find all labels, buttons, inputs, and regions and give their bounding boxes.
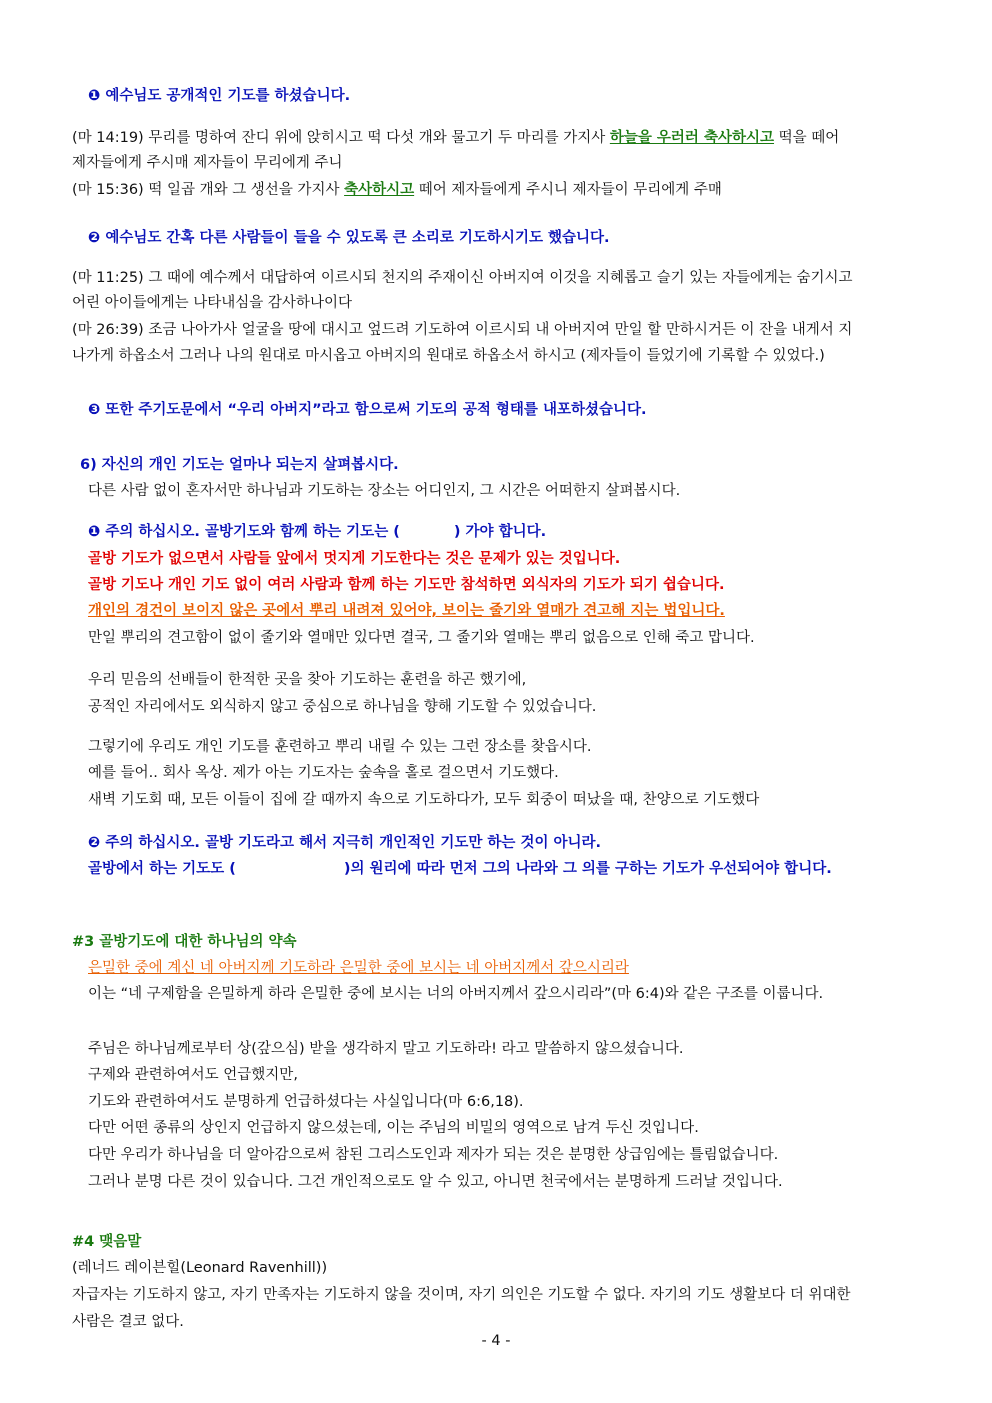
- heading-public-prayer: ❶ 예수님도 공개적인 기도를 하셨습니다.: [88, 88, 351, 104]
- promise-verse: 은밀한 중에 계신 네 아버지께 기도하라 은밀한 중에 보시는 네 아버지께서 갚으시리라: [88, 960, 629, 976]
- body-text-2: 우리 믿음의 선배들이 한적한 곳을 찾아 기도하는 훈련을 하곤 했기에,: [88, 672, 527, 688]
- promise-text-1: 이는 “네 구제함을 은밀하게 하라 은밀한 중에 보시는 너의 아버지께서 갚으시리라”(마 6:4)와 같은 구조를 이룹니다.: [88, 986, 824, 1002]
- body-text-6: 새벽 기도회 때, 모든 이들이 집에 갈 때까지 속으로 기도하다가, 모두 회중이 떠났을 때, 찬양으로 기도했다: [88, 792, 760, 808]
- highlight-blessing: 하늘을 우러러 축사하시고: [609, 130, 775, 146]
- body-text-5: 예를 들어.. 회사 옥상. 제가 아는 기도자는 숲속을 홀로 걸으면서 기도했다.: [88, 765, 559, 781]
- warning-line-1: 골방 기도가 없으면서 사람들 앞에서 멋지게 기도한다는 것은 문제가 있는 것입니다.: [88, 551, 621, 567]
- page-number: - 4 -: [481, 1333, 511, 1349]
- verse-mt-14-19-cont: 제자들에게 주시매 제자들이 무리에게 주니: [72, 155, 343, 171]
- heading-lords-prayer: ❸ 또한 주기도문에서 “우리 아버지”라고 함으로써 기도의 공적 형태를 내포하셨습니다.: [88, 402, 647, 418]
- heading-personal-prayer: 6) 자신의 개인 기도는 얼마나 되는지 살펴봅시다.: [80, 457, 399, 473]
- quote-attribution: (레너드 레이븐힐(Leonard Ravenhill)): [72, 1260, 328, 1276]
- verse-mt-26-39: (마 26:39) 조금 나아가사 얼굴을 땅에 대시고 엎드려 기도하여 이르시되 내 아버지여 만일 할 만하시거든 이 잔을 내게서 지: [72, 322, 853, 338]
- promise-text-2: 주님은 하나님께로부터 상(갚으심) 받을 생각하지 말고 기도하라! 라고 말씀하지 않으셨습니다.: [88, 1041, 684, 1057]
- promise-text-5: 다만 어떤 종류의 상인지 언급하지 않으셨는데, 이는 주님의 비밀의 영역으로 남겨 두신 것입니다.: [88, 1120, 699, 1136]
- emphasis-line: 개인의 경건이 보이지 않은 곳에서 뿌리 내려져 있어야, 보이는 줄기와 열매가 견고해 지는 법입니다.: [88, 603, 725, 619]
- quote-line-1: 자급자는 기도하지 않고, 자기 만족자는 기도하지 않을 것이며, 자기 의인은 기도할 수 없다. 자기의 기도 생활보다 더 위대한: [72, 1287, 851, 1303]
- verse-mt-11-25-cont: 어린 아이들에게는 나타내심을 감사하나이다: [72, 295, 352, 311]
- heading-loud-prayer: ❷ 예수님도 간혹 다른 사람들이 들을 수 있도록 큰 소리로 기도하시기도 했습니다.: [88, 230, 610, 246]
- body-text-3: 공적인 자리에서도 외식하지 않고 중심으로 하나님을 향해 기도할 수 있었습니다.: [88, 699, 597, 715]
- verse-mt-14-19: (마 14:19) 무리를 명하여 잔디 위에 앉히시고 떡 다섯 개와 물고기 두 마리를 가지사 하늘을 우러러 축사하시고 떡을 떼어: [72, 130, 840, 146]
- heading-promise: #3 골방기도에 대한 하나님의 약속: [72, 934, 297, 950]
- warning-line-2: 골방 기도나 개인 기도 없이 여러 사람과 함께 하는 기도만 참석하면 외식자의 기도가 되기 쉽습니다.: [88, 577, 725, 593]
- promise-text-6: 다만 우리가 하나님을 더 알아감으로써 참된 그리스도인과 제자가 되는 것은 분명한 상급임에는 틀림없습니다.: [88, 1147, 779, 1163]
- promise-text-3: 구제와 관련하여서도 언급했지만,: [88, 1067, 298, 1083]
- heading-conclusion: #4 맺음말: [72, 1234, 142, 1250]
- verse-mt-11-25: (마 11:25) 그 때에 예수께서 대답하여 이르시되 천지의 주재이신 아버지여 이것을 지혜롭고 슬기 있는 자들에게는 숨기시고: [72, 270, 853, 286]
- body-text-4: 그렇기에 우리도 개인 기도를 훈련하고 뿌리 내릴 수 있는 그런 장소를 찾읍시다.: [88, 739, 592, 755]
- quote-line-2: 사람은 결코 없다.: [72, 1314, 184, 1330]
- verse-mt-15-36: (마 15:36) 떡 일곱 개와 그 생선을 가지사 축사하시고 떼어 제자들에게 주시니 제자들이 무리에게 주매: [72, 182, 722, 198]
- highlight-gave-thanks: 축사하시고: [344, 182, 415, 198]
- verse-mt-26-39-cont: 나가게 하옵소서 그러나 나의 원대로 마시옵고 아버지의 원대로 하옵소서 하시고 (제자들이 들었기에 기록할 수 있었다.): [72, 348, 825, 364]
- point-2-heading: ❷ 주의 하십시오. 골방 기도라고 해서 지극히 개인적인 기도만 하는 것이 아니라.: [88, 835, 602, 851]
- intro-text: 다른 사람 없이 혼자서만 하나님과 기도하는 장소는 어디인지, 그 시간은 어떠한지 살펴봅시다.: [88, 483, 681, 499]
- body-text-1: 만일 뿌리의 견고함이 없이 줄기와 열매만 있다면 결국, 그 줄기와 열매는 뿌리 없음으로 인해 죽고 맙니다.: [88, 630, 755, 646]
- point-2-body: 골방에서 하는 기도도 ( )의 원리에 따라 먼저 그의 나라와 그 의를 구하는 기도가 우선되어야 합니다.: [88, 861, 832, 877]
- point-1-heading: ❶ 주의 하십시오. 골방기도와 함께 하는 기도는 ( ) 가야 합니다.: [88, 524, 547, 540]
- promise-text-4: 기도와 관련하여서도 분명하게 언급하셨다는 사실입니다(마 6:6,18).: [88, 1094, 524, 1110]
- promise-text-7: 그러나 분명 다른 것이 있습니다. 그건 개인적으로도 알 수 있고, 아니면 천국에서는 분명하게 드러날 것입니다.: [88, 1174, 783, 1190]
